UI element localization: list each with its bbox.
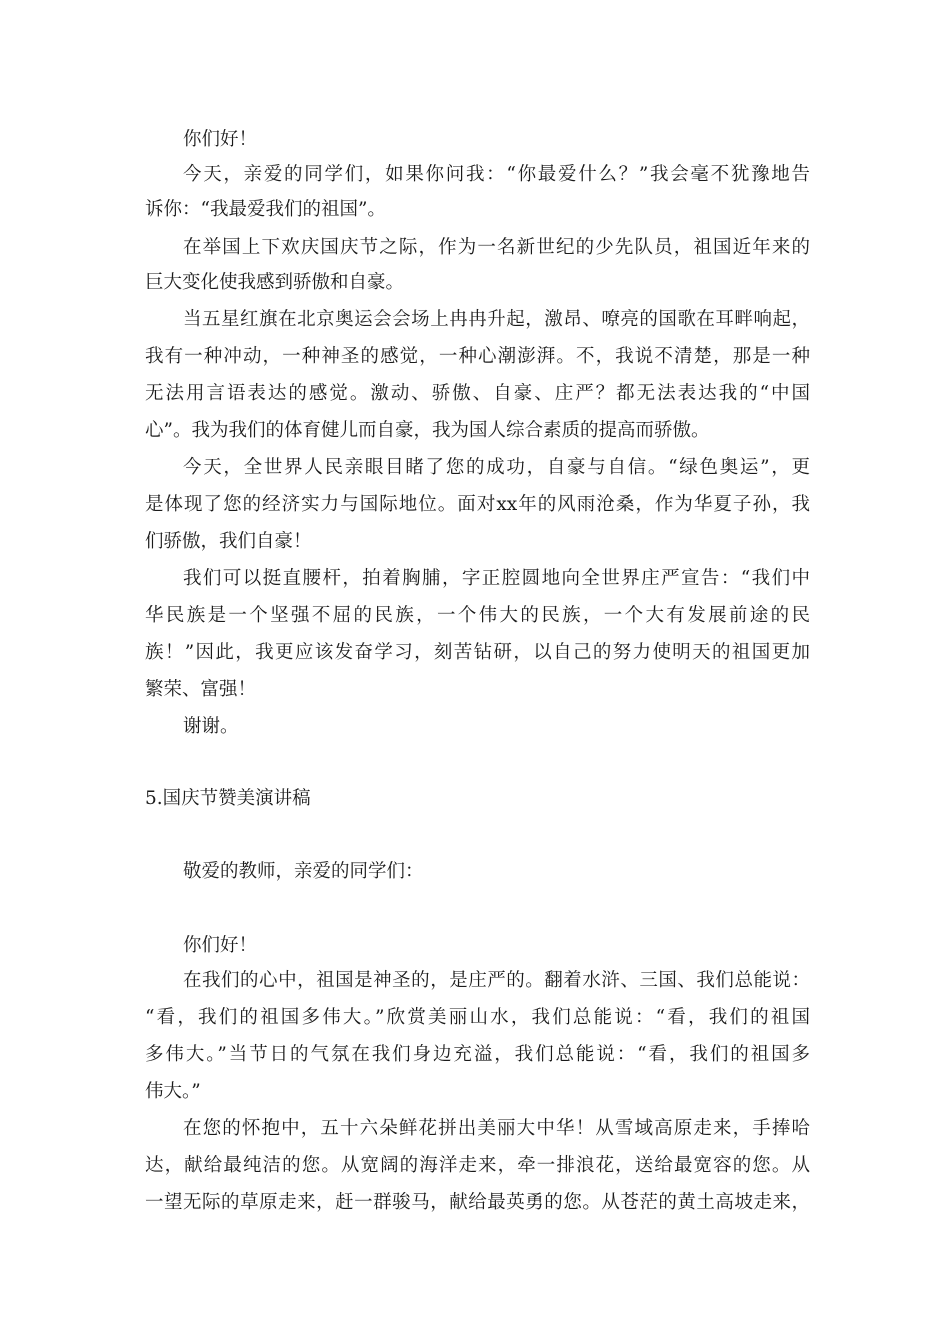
paragraph-line: 多伟大。”当节日的气氛在我们身边充溢，我们总能说：“看，我们的祖国多 <box>145 1044 810 1065</box>
paragraph-line: 在您的怀抱中，五十六朵鲜花拼出美丽大中华！从雪域高原走来，手捧哈 <box>183 1118 810 1139</box>
paragraph-line: 一望无际的草原走来，赶一群骏马，献给最英勇的您。从苍茫的黄土高坡走来， <box>145 1192 810 1213</box>
paragraph-line: 我有一种冲动，一种神圣的感觉，一种心潮澎湃。不，我说不清楚，那是一种 <box>145 346 810 367</box>
paragraph-line: 是体现了您的经济实力与国际地位。面对xx年的风雨沧桑，作为华夏子孙，我 <box>145 494 810 515</box>
salutation-line: 敬爱的教师，亲爱的同学们： <box>183 861 424 882</box>
paragraph-line: 今天，全世界人民亲眼目睹了您的成功，自豪与自信。“绿色奥运”，更 <box>183 457 810 478</box>
paragraph-line: 巨大变化使我感到骄傲和自豪。 <box>145 272 405 293</box>
paragraph-line: 在我们的心中，祖国是神圣的，是庄严的。翻着水浒、三国、我们总能说： <box>183 970 810 991</box>
greeting-line: 你们好！ <box>183 129 258 150</box>
paragraph-line: “看，我们的祖国多伟大。”欣赏美丽山水，我们总能说：“看，我们的祖国 <box>145 1007 810 1028</box>
paragraph-line: 达，献给最纯洁的您。从宽阔的海洋走来，牵一排浪花，送给最宽容的您。从 <box>145 1155 810 1176</box>
paragraph-line: 繁荣、富强！ <box>145 679 257 700</box>
paragraph-line: 伟大。” <box>145 1081 201 1102</box>
paragraph-line: 华民族是一个坚强不屈的民族，一个伟大的民族，一个大有发展前途的民 <box>145 605 810 626</box>
paragraph-line: 心”。我为我们的体育健儿而自豪，我为国人综合素质的提高而骄傲。 <box>145 420 710 441</box>
paragraph-line: 无法用言语表达的感觉。激动、骄傲、自豪、庄严？都无法表达我的“中国 <box>145 383 810 404</box>
thanks-line: 谢谢。 <box>183 716 239 737</box>
paragraph-line: 诉你：“我最爱我们的祖国”。 <box>145 199 386 220</box>
greeting-line: 你们好！ <box>183 935 258 956</box>
paragraph-line: 族！”因此，我更应该发奋学习，刻苦钻研，以自己的努力使明天的祖国更加 <box>145 642 810 663</box>
paragraph-line: 我们可以挺直腰杆，拍着胸脯，字正腔圆地向全世界庄严宣告：“我们中 <box>183 568 810 589</box>
paragraph-line: 在举国上下欢庆国庆节之际，作为一名新世纪的少先队员，祖国近年来的 <box>183 237 810 258</box>
section-heading: 5.国庆节赞美演讲稿 <box>145 788 311 809</box>
paragraph-line: 当五星红旗在北京奥运会会场上冉冉升起，激昂、嘹亮的国歌在耳畔响起， <box>183 309 810 330</box>
paragraph-line: 今天，亲爱的同学们，如果你问我：“你最爱什么？”我会毫不犹豫地告 <box>183 164 810 185</box>
paragraph-line: 们骄傲，我们自豪！ <box>145 531 312 552</box>
